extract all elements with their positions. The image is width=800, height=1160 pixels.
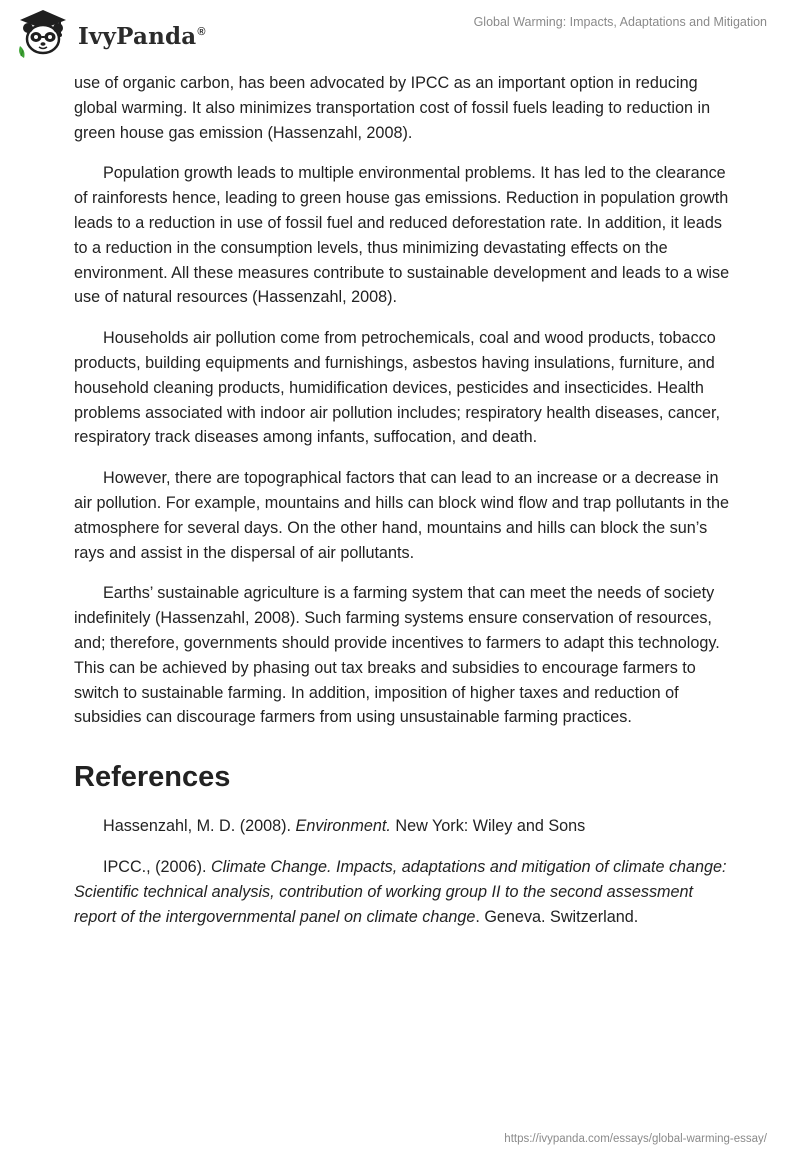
essay-content: [74, 71, 730, 945]
reference-title: Climate Change. Impacts, adaptations and mitigation of climate change: Scientific technical analysis, contribution of working group II to the second assessment report of the intergovernmental panel on climate change: [74, 857, 727, 926]
references-heading: References: [74, 761, 231, 794]
reference-entry: [74, 814, 730, 839]
reference-title: Environment.: [295, 817, 391, 836]
source-url[interactable]: https://ivypanda.com/essays/global-warming-essay/: [504, 1133, 767, 1145]
brand-text: IvyPanda: [78, 22, 197, 50]
body-paragraph: Households air pollution come from petrochemicals, coal and wood products, tobacco products, building equipments and furnishings, asbestos having insulations, furniture, and household cleaning products, humidification devices, pesticides and insecticides. Health problems associated with indoor air pollution includes; respiratory health diseases, cancer, respiratory track diseases among infants, suffocation, and death.: [74, 329, 721, 447]
body-paragraph: However, there are topographical factors that can lead to an increase or a decrease in air pollution. For example, mountains and hills can block wind flow and trap pollutants in the atmosphere for several days. On the other hand, mountains and hills can block the sun’s rays and assist in the dispersal of air pollutants.: [74, 469, 730, 562]
reference-publisher: . Geneva. Switzerland.: [475, 907, 639, 926]
reference-entry: [74, 855, 730, 929]
ivypanda-logo[interactable]: [14, 6, 204, 60]
panda-graduate-icon: [14, 6, 72, 60]
body-paragraph: use of organic carbon, has been advocated by IPCC as an important option in reducing global warming. It also minimizes transportation cost of fossil fuels leading to reduction in green house gas emission (Hassenzahl, 2008).: [74, 74, 711, 142]
registered-mark: ®: [197, 25, 206, 38]
reference-publisher: New York: Wiley and Sons: [390, 817, 586, 836]
brand-name: [78, 23, 206, 50]
document-running-title: Global Warming: Impacts, Adaptations and Mitigation: [473, 15, 767, 29]
reference-authors: Hassenzahl, M. D. (2008).: [103, 817, 296, 836]
reference-authors: IPCC., (2006).: [103, 857, 211, 876]
page-header: [0, 0, 800, 70]
body-paragraph: Earths’ sustainable agriculture is a farming system that can meet the needs of society indefinitely (Hassenzahl, 2008). Such farming systems ensure conservation of resources, and; therefore, governments should provide incentives to farmers to adapt this technology. This can be achieved by phasing out tax breaks and subsidies to encourage farmers to switch to sustainable farming. In addition, imposition of higher taxes and reduction of subsidies can discourage farmers from using unsustainable farming practices.: [74, 584, 720, 727]
body-paragraph: Population growth leads to multiple environmental problems. It has led to the clearance of rainforests hence, leading to green house gas emissions. Reduction in population growth leads to a reduction in use of fossil fuel and reduced deforestation rate. In addition, it leads to a reduction in the consumption levels, thus minimizing devastating effects on the environment. All these measures contribute to sustainable development and leads to a wise use of natural resources (Hassenzahl, 2008).: [74, 164, 730, 307]
